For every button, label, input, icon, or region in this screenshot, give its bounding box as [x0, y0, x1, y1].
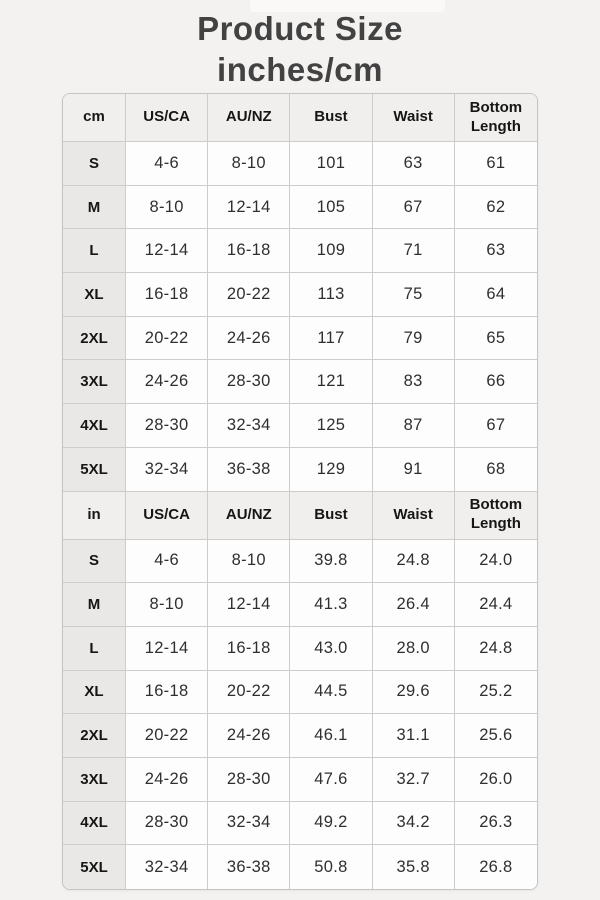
- size-label: XL: [63, 671, 126, 715]
- size-label: XL: [63, 273, 126, 317]
- size-value: 66: [455, 360, 537, 404]
- size-label: 2XL: [63, 317, 126, 361]
- size-value: 16-18: [126, 273, 208, 317]
- size-value: 24.8: [455, 627, 537, 671]
- title-line-2: inches/cm: [217, 51, 383, 88]
- size-value: 44.5: [290, 671, 372, 715]
- table-row: [63, 671, 537, 715]
- size-value: 26.8: [455, 845, 537, 889]
- table-row: [63, 186, 537, 230]
- size-value: 121: [290, 360, 372, 404]
- table-row: [63, 845, 537, 889]
- unit-header-in: in: [63, 492, 126, 540]
- size-value: 32.7: [373, 758, 455, 802]
- column-header: AU/NZ: [208, 94, 290, 142]
- size-value: 16-18: [126, 671, 208, 715]
- size-value: 36-38: [208, 845, 290, 889]
- size-value: 49.2: [290, 802, 372, 846]
- table-row: [63, 583, 537, 627]
- table-row: [63, 802, 537, 846]
- size-value: 16-18: [208, 229, 290, 273]
- size-value: 26.4: [373, 583, 455, 627]
- column-header: Bust: [290, 94, 372, 142]
- size-label: S: [63, 540, 126, 584]
- size-value: 8-10: [208, 540, 290, 584]
- size-value: 50.8: [290, 845, 372, 889]
- size-value: 113: [290, 273, 372, 317]
- size-label: L: [63, 229, 126, 273]
- size-value: 28.0: [373, 627, 455, 671]
- unit-header-cm: cm: [63, 94, 126, 142]
- table-row: [63, 404, 537, 448]
- size-value: 12-14: [208, 186, 290, 230]
- size-table: [63, 94, 537, 889]
- column-header: US/CA: [126, 94, 208, 142]
- size-label: 3XL: [63, 758, 126, 802]
- size-value: 79: [373, 317, 455, 361]
- size-value: 64: [455, 273, 537, 317]
- size-value: 4-6: [126, 540, 208, 584]
- size-value: 62: [455, 186, 537, 230]
- size-value: 12-14: [126, 229, 208, 273]
- size-label: S: [63, 142, 126, 186]
- size-value: 12-14: [126, 627, 208, 671]
- column-header: AU/NZ: [208, 492, 290, 540]
- table-row: [63, 273, 537, 317]
- size-value: 24-26: [126, 758, 208, 802]
- column-header: Bust: [290, 492, 372, 540]
- size-value: 125: [290, 404, 372, 448]
- table-row: [63, 714, 537, 758]
- size-value: 16-18: [208, 627, 290, 671]
- table-row: [63, 540, 537, 584]
- size-value: 12-14: [208, 583, 290, 627]
- table-row: [63, 758, 537, 802]
- size-value: 20-22: [126, 714, 208, 758]
- size-value: 24.8: [373, 540, 455, 584]
- size-value: 24-26: [126, 360, 208, 404]
- size-value: 20-22: [208, 273, 290, 317]
- size-value: 28-30: [126, 802, 208, 846]
- size-label: 5XL: [63, 448, 126, 492]
- size-value: 31.1: [373, 714, 455, 758]
- size-table-body: [63, 94, 537, 889]
- column-header: Waist: [373, 94, 455, 142]
- size-value: 32-34: [126, 845, 208, 889]
- size-value: 25.6: [455, 714, 537, 758]
- table-row: [63, 360, 537, 404]
- table-row: [63, 448, 537, 492]
- size-value: 39.8: [290, 540, 372, 584]
- size-value: 71: [373, 229, 455, 273]
- size-value: 75: [373, 273, 455, 317]
- size-value: 43.0: [290, 627, 372, 671]
- size-value: 24-26: [208, 317, 290, 361]
- column-header: Waist: [373, 492, 455, 540]
- size-value: 8-10: [208, 142, 290, 186]
- table-row: [63, 142, 537, 186]
- size-label: 4XL: [63, 802, 126, 846]
- size-value: 28-30: [208, 360, 290, 404]
- size-value: 32-34: [126, 448, 208, 492]
- size-value: 83: [373, 360, 455, 404]
- size-value: 101: [290, 142, 372, 186]
- header-row-in: [63, 492, 537, 540]
- size-value: 29.6: [373, 671, 455, 715]
- size-value: 65: [455, 317, 537, 361]
- size-value: 63: [455, 229, 537, 273]
- header-row-cm: [63, 94, 537, 142]
- page-title: [0, 8, 600, 90]
- size-value: 41.3: [290, 583, 372, 627]
- size-value: 63: [373, 142, 455, 186]
- table-row: [63, 229, 537, 273]
- table-row: [63, 627, 537, 671]
- size-value: 32-34: [208, 404, 290, 448]
- title-line-1: Product Size: [197, 10, 403, 47]
- size-label: 5XL: [63, 845, 126, 889]
- size-value: 20-22: [208, 671, 290, 715]
- size-value: 91: [373, 448, 455, 492]
- size-value: 61: [455, 142, 537, 186]
- size-value: 28-30: [208, 758, 290, 802]
- size-value: 34.2: [373, 802, 455, 846]
- size-value: 24.4: [455, 583, 537, 627]
- size-value: 46.1: [290, 714, 372, 758]
- table-row: [63, 317, 537, 361]
- size-value: 32-34: [208, 802, 290, 846]
- size-value: 117: [290, 317, 372, 361]
- size-label: M: [63, 583, 126, 627]
- size-value: 8-10: [126, 583, 208, 627]
- size-value: 87: [373, 404, 455, 448]
- size-value: 67: [455, 404, 537, 448]
- size-value: 20-22: [126, 317, 208, 361]
- column-header: Bottom Length: [455, 492, 537, 540]
- size-value: 35.8: [373, 845, 455, 889]
- column-header: Bottom Length: [455, 94, 537, 142]
- size-value: 25.2: [455, 671, 537, 715]
- size-table-container: [62, 93, 538, 890]
- size-value: 24-26: [208, 714, 290, 758]
- column-header: US/CA: [126, 492, 208, 540]
- size-value: 36-38: [208, 448, 290, 492]
- size-value: 129: [290, 448, 372, 492]
- size-value: 26.3: [455, 802, 537, 846]
- size-value: 4-6: [126, 142, 208, 186]
- size-value: 109: [290, 229, 372, 273]
- size-label: M: [63, 186, 126, 230]
- size-value: 26.0: [455, 758, 537, 802]
- size-value: 68: [455, 448, 537, 492]
- size-value: 24.0: [455, 540, 537, 584]
- size-value: 47.6: [290, 758, 372, 802]
- size-value: 105: [290, 186, 372, 230]
- size-value: 8-10: [126, 186, 208, 230]
- size-label: 4XL: [63, 404, 126, 448]
- size-label: 3XL: [63, 360, 126, 404]
- size-value: 67: [373, 186, 455, 230]
- size-label: L: [63, 627, 126, 671]
- size-value: 28-30: [126, 404, 208, 448]
- size-label: 2XL: [63, 714, 126, 758]
